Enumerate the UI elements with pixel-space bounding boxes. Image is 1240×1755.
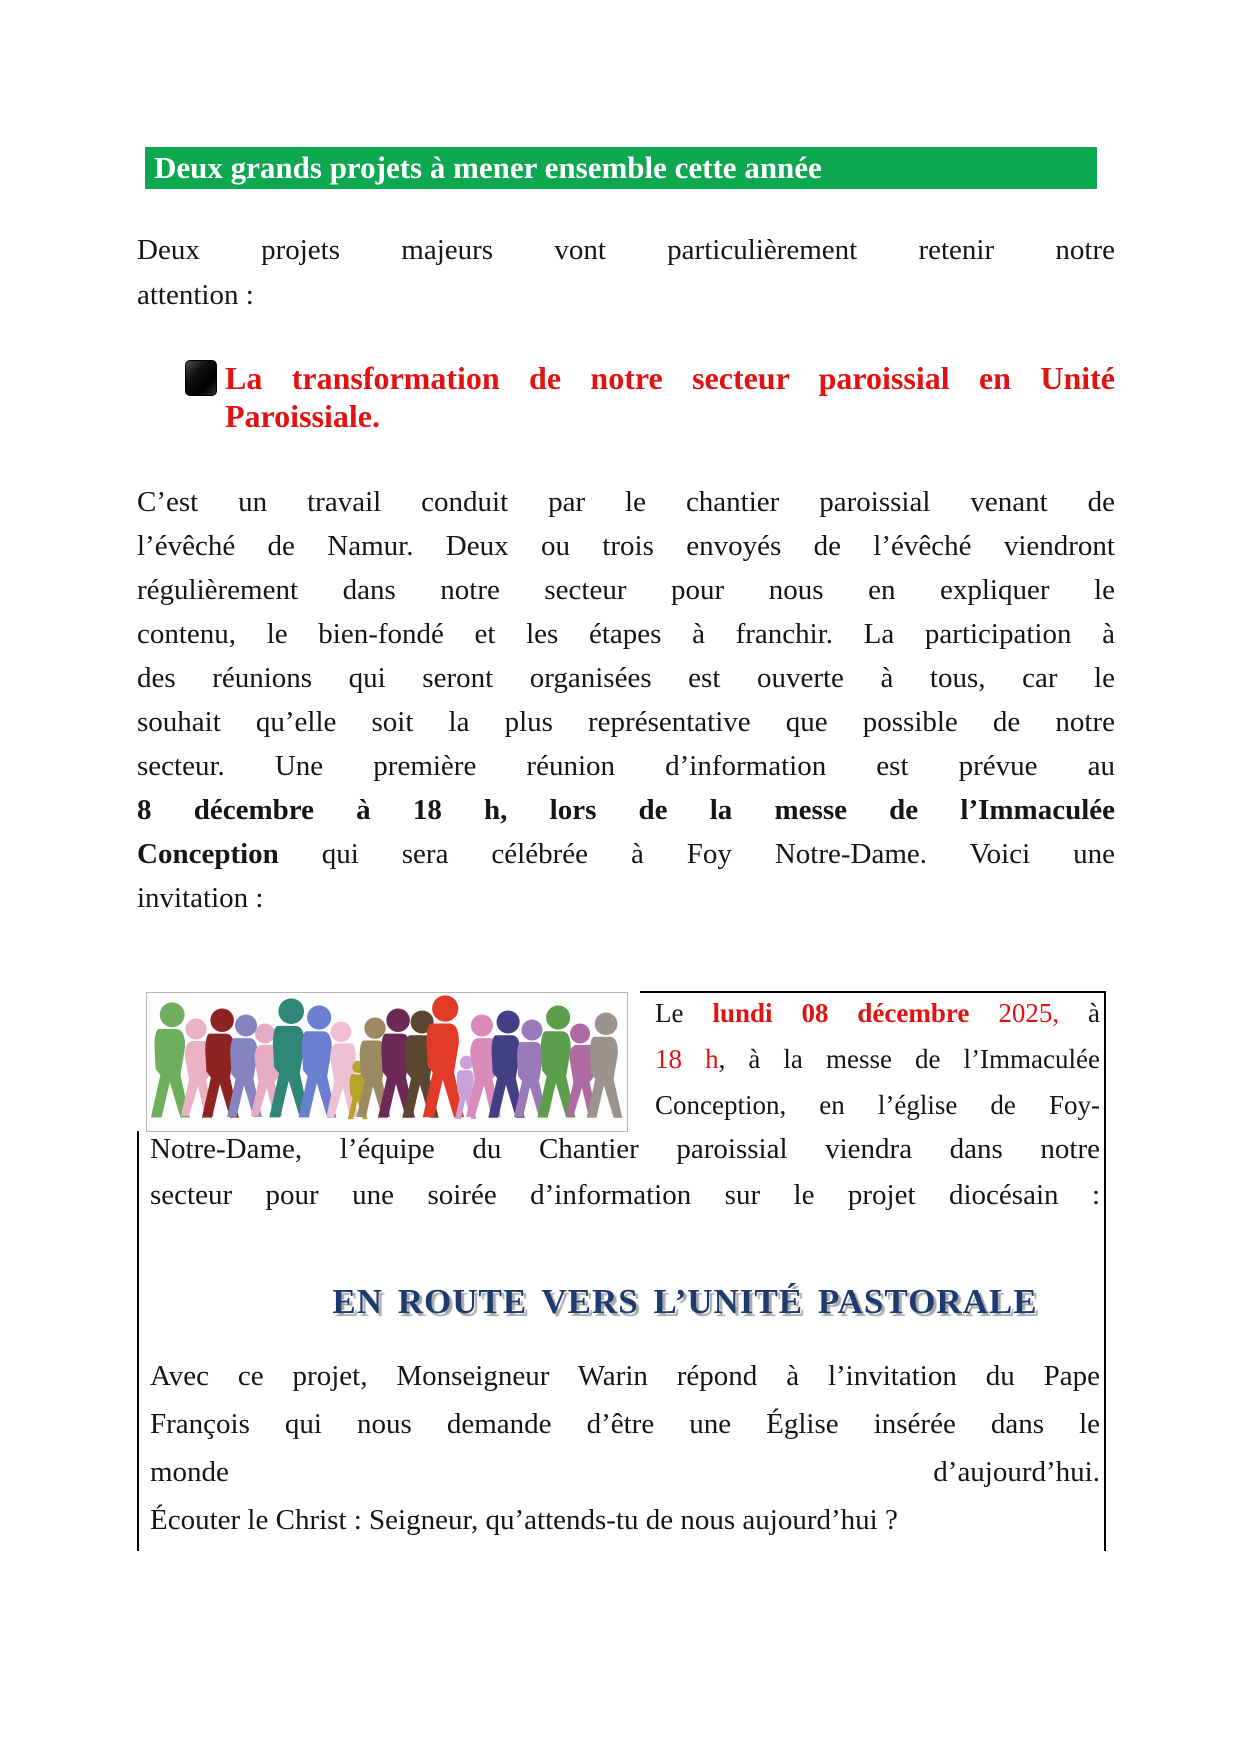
text-line [655, 1036, 1100, 1082]
text-line: souhait qu’elle soit la plus représentative que possible de notre [137, 706, 1115, 738]
text-line: C’est un travail conduit par le chantier paroissial venant de [137, 486, 1115, 518]
text-line: invitation : [137, 882, 264, 914]
text-line: Avec ce projet, Monseigneur Warin répond à l’invitation du Pape [150, 1360, 1100, 1392]
intro-line-2: attention : [137, 279, 254, 311]
text-line: Notre-Dame, l’équipe du Chantier paroissial viendra dans notre [150, 1133, 1100, 1165]
section-title: Deux grands projets à mener ensemble cette année [154, 150, 822, 185]
time-highlight: 18 h [655, 1044, 719, 1074]
text-line: des réunions qui seront organisées est ouverte à tous, car le [137, 662, 1115, 694]
crowd-silhouettes-graphic [147, 993, 627, 1131]
intro-paragraph [137, 228, 1115, 318]
closing-paragraph [150, 1352, 1100, 1544]
walking-people-image [146, 992, 628, 1132]
box-border-right [1104, 991, 1106, 1551]
bullet-item-paragraph [225, 359, 1115, 435]
plain-text: d’aujourd’hui. [228, 1456, 1100, 1488]
plain-text: , à la messe de l’Immaculée [718, 1044, 1100, 1074]
text-line: Écouter le Christ : Seigneur, qu’attends-tu de nous aujourd’hui ? [150, 1504, 898, 1536]
year-highlight: 2025, [969, 998, 1060, 1028]
section-title-bar [145, 147, 1097, 189]
text-line: l’évêché de Namur. Deux ou trois envoyés de l’évêché viendront [137, 530, 1115, 562]
text-line [150, 1448, 1100, 1496]
text-line: secteur. Une première réunion d’information est prévue au [137, 750, 1115, 782]
main-paragraph [137, 480, 1115, 920]
pastoral-unit-heading: EN ROUTE VERS L’UNITÉ PASTORALE [332, 1282, 1038, 1321]
bold-word: Conception [137, 838, 279, 870]
invitation-paragraph-beside-image [655, 990, 1100, 1128]
text-line-bold: 8 décembre à 18 h, lors de la messe de l’Immaculée [137, 794, 1115, 826]
date-highlight: lundi 08 décembre [712, 998, 970, 1028]
text-line: régulièrement dans notre secteur pour nous en expliquer le [137, 574, 1115, 606]
plain-text: monde [150, 1456, 229, 1488]
bullet-line-1: La transformation de notre secteur paroissial en Unité [225, 360, 1115, 396]
bullet-line-2: Paroissiale. [225, 398, 380, 434]
plain-text: Le [655, 998, 713, 1028]
text-line: contenu, le bien-fondé et les étapes à franchir. La participation à [137, 618, 1115, 650]
text-line [655, 990, 1100, 1036]
intro-line-1: Deux projets majeurs vont particulièrement retenir notre [137, 234, 1115, 266]
box-border-left [137, 1131, 139, 1551]
plain-text: à [1059, 998, 1100, 1028]
text-line: François qui nous demande d’être une Église insérée dans le [150, 1408, 1100, 1440]
text-line: Conception, en l’église de Foy- [655, 1090, 1100, 1120]
plain-text: qui sera célébrée à Foy Notre-Dame. Voici une [278, 838, 1115, 870]
square-bullet-icon [185, 360, 217, 396]
invitation-paragraph-full-width [150, 1126, 1100, 1218]
text-line: secteur pour une soirée d’information sur le projet diocésain : [150, 1179, 1100, 1211]
text-line [137, 832, 1115, 876]
